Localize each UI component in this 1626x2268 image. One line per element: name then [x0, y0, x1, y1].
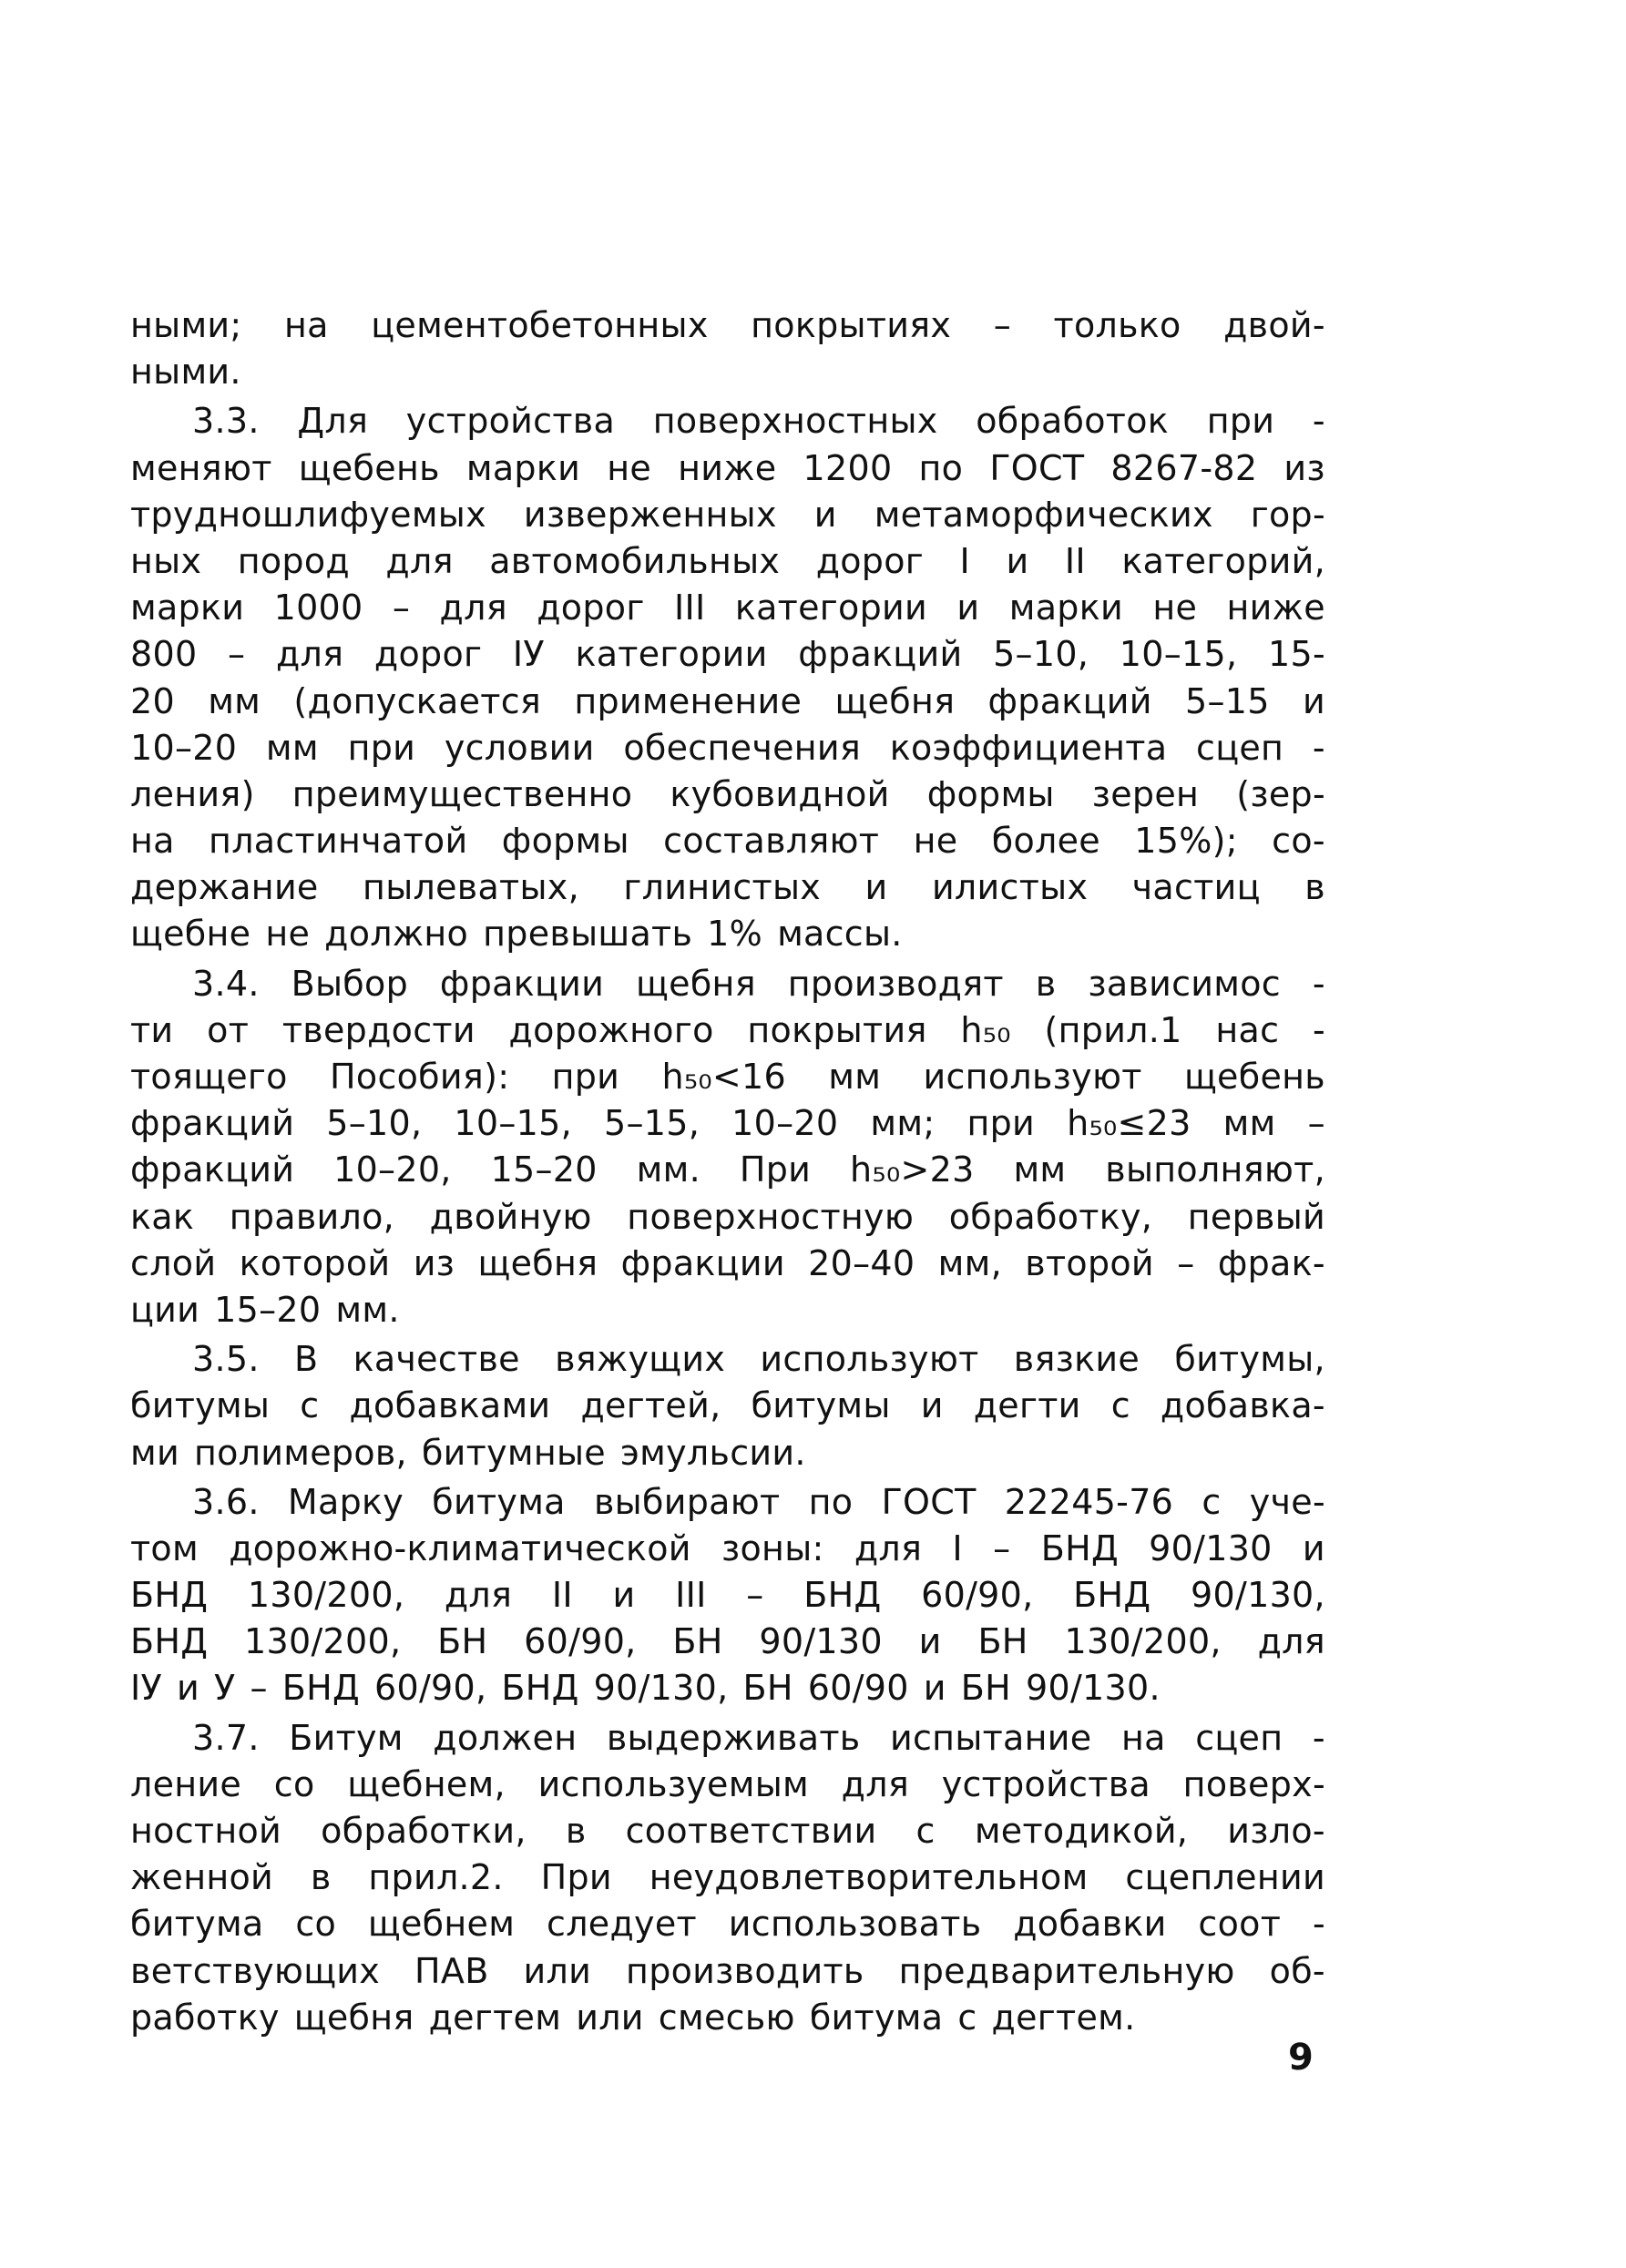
- text-line: ти от твердости дорожного покрытия h₅₀ (прил.1 нас -: [130, 1009, 1325, 1050]
- body-text: [130, 302, 1325, 2044]
- text-line: слой которой из щебня фракции 20–40 мм, второй – фрак-: [130, 1242, 1325, 1283]
- text-line: марки 1000 – для дорог III категории и марки не ниже: [130, 587, 1325, 628]
- text-line: фракций 5–10, 10–15, 5–15, 10–20 мм; при h₅₀≤23 мм –: [130, 1103, 1325, 1144]
- text-line: женной в прил.2. При неудовлетворительном сцеплении: [130, 1857, 1325, 1898]
- text-line: ции 15–20 мм.: [130, 1289, 400, 1330]
- text-line: ных пород для автомобильных дорог I и II категорий,: [130, 540, 1325, 581]
- text-line: 3.7. Битум должен выдерживать испытание на сцеп -: [192, 1717, 1325, 1758]
- text-line: ление со щебнем, используемым для устройства поверх-: [130, 1763, 1325, 1804]
- page-number: 9: [1288, 2037, 1314, 2079]
- text-line: 20 мм (допускается применение щебня фракций 5–15 и: [130, 680, 1325, 721]
- text-line: трудношлифуемых изверженных и метаморфических гор-: [130, 494, 1325, 535]
- paragraph-3-6: [130, 1479, 1325, 1712]
- text-line: ностной обработки, в соответствии с методикой, изло-: [130, 1811, 1325, 1851]
- paragraph-3-3: [130, 398, 1325, 957]
- text-line: как правило, двойную поверхностную обработку, первый: [130, 1196, 1325, 1237]
- text-line: 3.4. Выбор фракции щебня производят в зависимос -: [192, 963, 1325, 1004]
- text-line: 3.6. Марку битума выбирают по ГОСТ 22245-76 с уче-: [192, 1481, 1325, 1522]
- text-line: тоящего Пособия): при h₅₀<16 мм используют щебень: [130, 1057, 1325, 1097]
- text-line: держание пылеватых, глинистых и илистых частиц в: [130, 867, 1325, 908]
- text-line: на пластинчатой формы составляют не более 15%); со-: [130, 821, 1325, 862]
- text-line: битума со щебнем следует использовать добавки соот -: [130, 1904, 1325, 1945]
- text-line: БНД 130/200, БН 60/90, БН 90/130 и БН 130/200, для: [130, 1621, 1325, 1662]
- text-line: 3.3. Для устройства поверхностных обработок при -: [192, 401, 1325, 442]
- text-line: 3.5. В качестве вяжущих используют вязкие битумы,: [192, 1339, 1325, 1380]
- text-line: том дорожно-климатической зоны: для I – БНД 90/130 и: [130, 1527, 1325, 1568]
- paragraph-3-7: [130, 1715, 1325, 2041]
- text-line: ми полимеров, битумные эмульсии.: [130, 1432, 806, 1473]
- text-line: битумы с добавками дегтей, битумы и дегти с добавка-: [130, 1385, 1325, 1426]
- text-line: ветствующих ПАВ или производить предварительную об-: [130, 1950, 1325, 1991]
- text-line: БНД 130/200, для II и III – БНД 60/90, БНД 90/130,: [130, 1575, 1325, 1616]
- paragraph-3-4: [130, 961, 1325, 1334]
- text-line: ными; на цементобетонных покрытиях – только двой-: [130, 305, 1325, 345]
- paragraph-3-2-end: [130, 302, 1325, 395]
- text-line: IУ и У – БНД 60/90, БНД 90/130, БН 60/90 и БН 90/130.: [130, 1668, 1161, 1709]
- text-line: ными.: [130, 352, 241, 393]
- text-line: 10–20 мм при условии обеспечения коэффициента сцеп -: [130, 727, 1325, 768]
- text-line: фракций 10–20, 15–20 мм. При h₅₀>23 мм выполняют,: [130, 1149, 1325, 1190]
- paragraph-3-5: [130, 1336, 1325, 1476]
- text-line: работку щебня дегтем или смесью битума с дегтем.: [130, 1997, 1136, 2038]
- text-line: щебне не должно превышать 1% массы.: [130, 914, 903, 955]
- text-line: 800 – для дорог IУ категории фракций 5–10, 10–15, 15-: [130, 634, 1325, 675]
- text-line: меняют щебень марки не ниже 1200 по ГОСТ 8267-82 из: [130, 447, 1325, 488]
- text-line: ления) преимущественно кубовидной формы зерен (зер-: [130, 773, 1325, 814]
